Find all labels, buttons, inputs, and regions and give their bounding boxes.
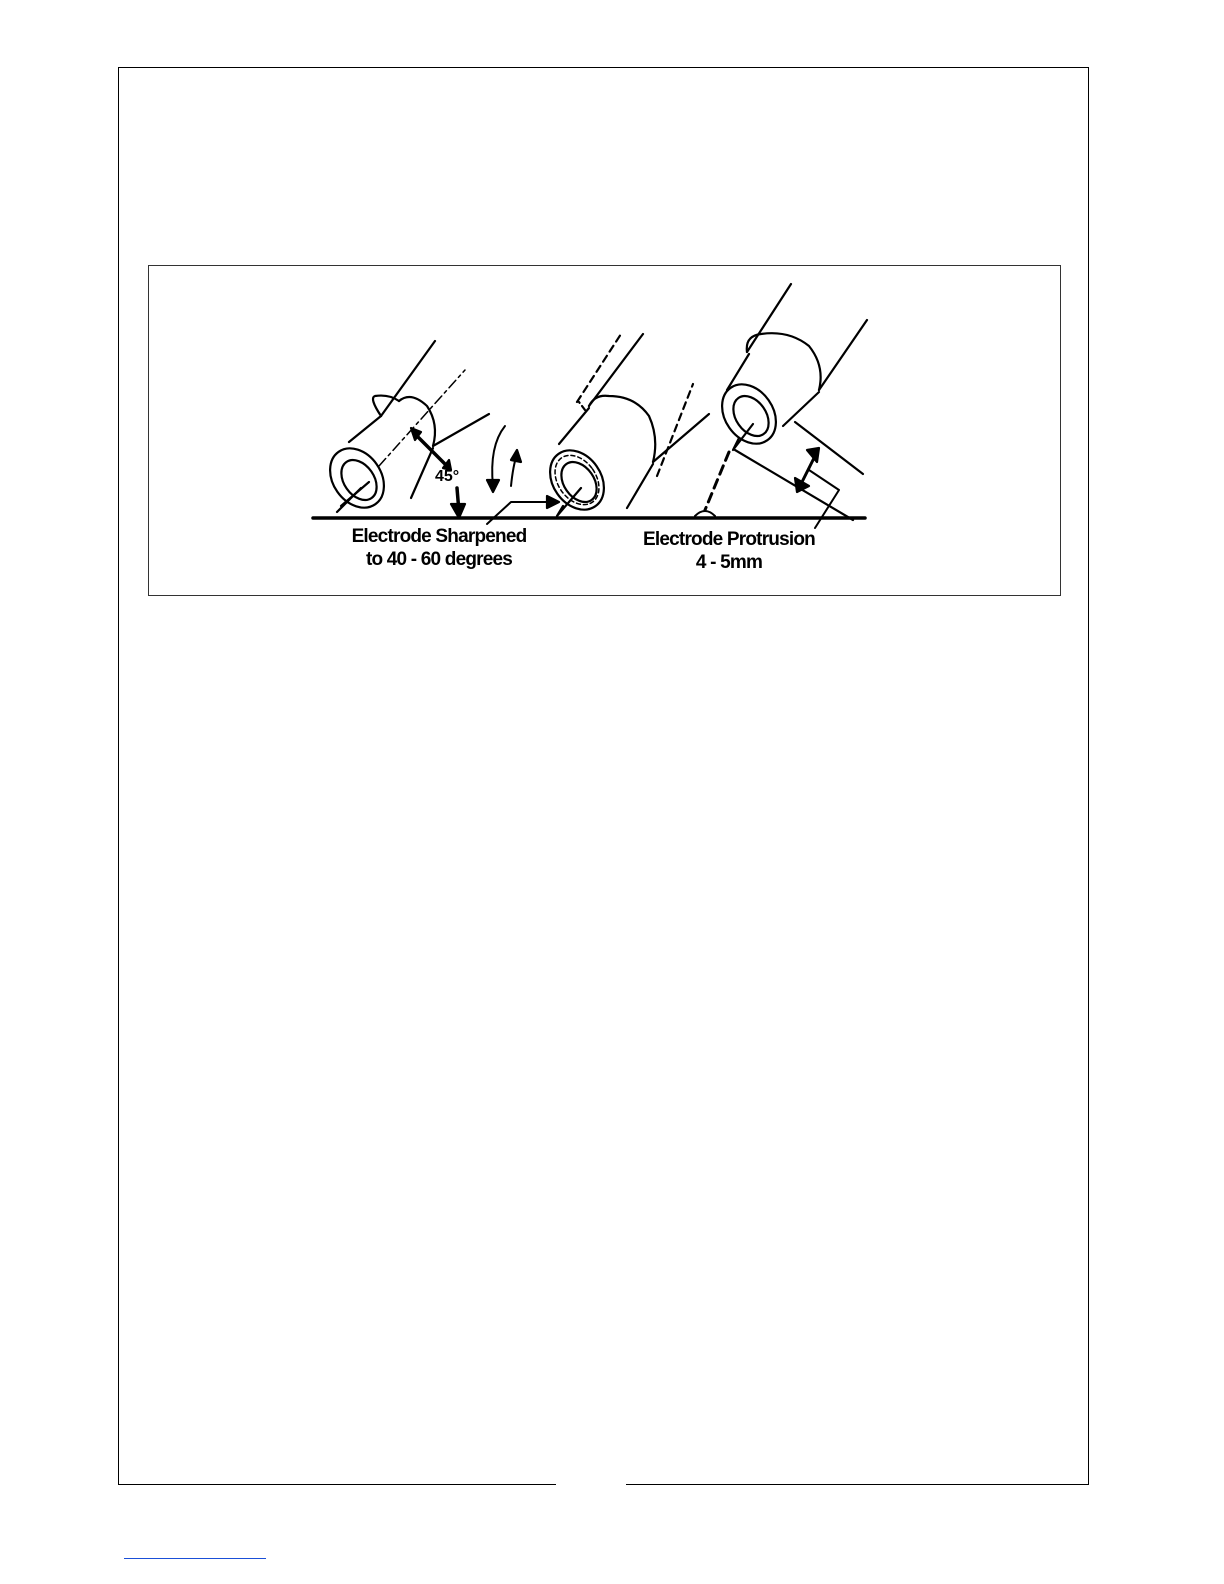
electrode-illustration [149,266,1062,597]
footer-link-underline[interactable] [124,1558,266,1559]
caption-protrusion-line2: 4 - 5mm [695,552,763,573]
caption-sharpened [339,525,539,571]
page-number-gap [556,1478,626,1492]
caption-protrusion [634,528,824,574]
caption-leader-arrow [487,496,559,524]
angle-label: 45° [435,468,460,485]
rotation-arrows [487,426,521,492]
caption-sharpened-line2: to 40 - 60 degrees [365,549,513,570]
electrode-figure [148,265,1061,596]
torch-middle [539,334,709,520]
torch-right [695,284,867,528]
caption-sharpened-line1: Electrode Sharpened [351,526,527,547]
caption-protrusion-line1: Electrode Protrusion [643,529,815,550]
torch-left [319,341,489,518]
